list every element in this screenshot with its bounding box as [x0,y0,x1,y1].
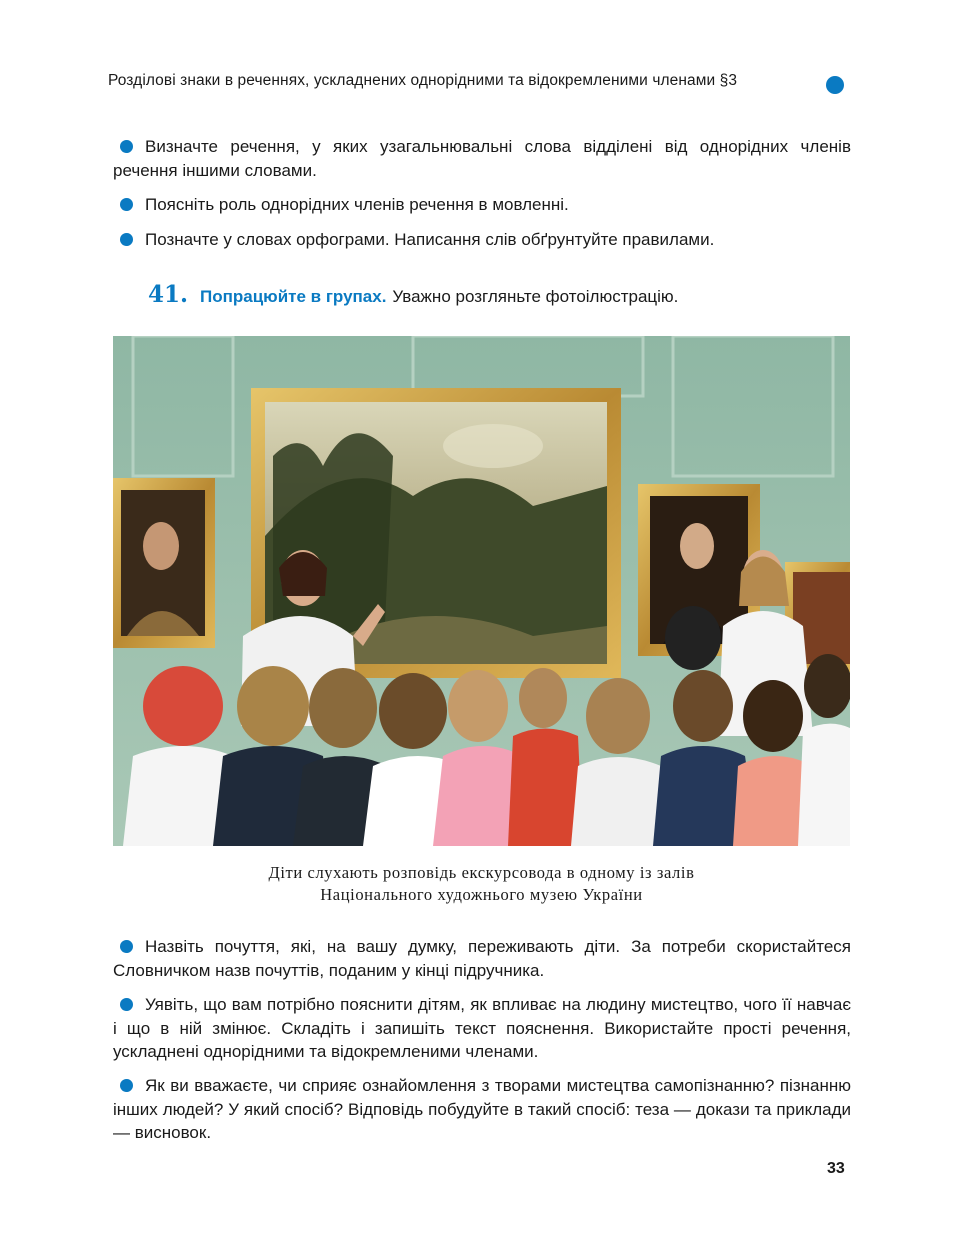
bullet-text: Як ви вважаєте, чи сприяє ознайомлення з творами мистецтва самопізнанню? пізнанню інших людей? У який спосіб? Відповідь побудуйте в такий спосіб: теза — докази та приклади — висновок. [113,1076,851,1142]
bullet-item [113,935,851,982]
bullet-dot-icon [120,198,133,211]
bullet-item [113,993,851,1064]
bullet-dot-icon [120,1079,133,1092]
caption-line-2: Національного художнього музею України [320,885,643,904]
bullet-item [113,135,851,182]
task-title: Попрацюйте в групах. [200,287,387,306]
bullet-dot-icon [120,140,133,153]
task-heading [148,281,678,308]
museum-photo-illustration [113,336,850,846]
photo-caption [113,862,850,906]
bullet-dot-icon [120,940,133,953]
page-number: 33 [827,1160,845,1177]
bullet-text: Поясніть роль однорідних членів речення в мовленні. [145,195,569,214]
bullet-text: Визначте речення, у яких узагальнювальні слова відділені від однорідних членів речення іншими словами. [113,137,851,180]
caption-line-1: Діти слухають розповідь екскурсовода в одному із залів [268,863,695,882]
header-title: Розділові знаки в реченнях, ускладнених однорідними та відокремленими членами §3 [108,72,738,89]
bullet-text: Уявіть, що вам потрібно пояснити дітям, як впливає на людину мистецтво, чого її навчає і що в ній змінює. Складіть і запишіть текст пояснення. Використайте прості речення, ускладнені однорідними та відокремленими членами. [113,995,851,1061]
header-bullet-icon [826,76,844,94]
task-text: Уважно розгляньте фотоілюстрацію. [392,287,679,306]
running-header [108,72,853,94]
bullet-item [113,1074,851,1145]
bullet-dot-icon [120,998,133,1011]
bullet-text: Назвіть почуття, які, на вашу думку, переживають діти. За потреби скористайтеся Словничком назв почуттів, поданим у кінці підручника. [113,937,851,980]
bullet-item [113,193,851,217]
museum-photo [113,336,850,846]
bullet-dot-icon [120,233,133,246]
bullet-item [113,228,851,252]
task-number: 41. [148,281,189,308]
bullet-text: Позначте у словах орфограми. Написання слів обґрунтуйте правилами. [145,230,715,249]
